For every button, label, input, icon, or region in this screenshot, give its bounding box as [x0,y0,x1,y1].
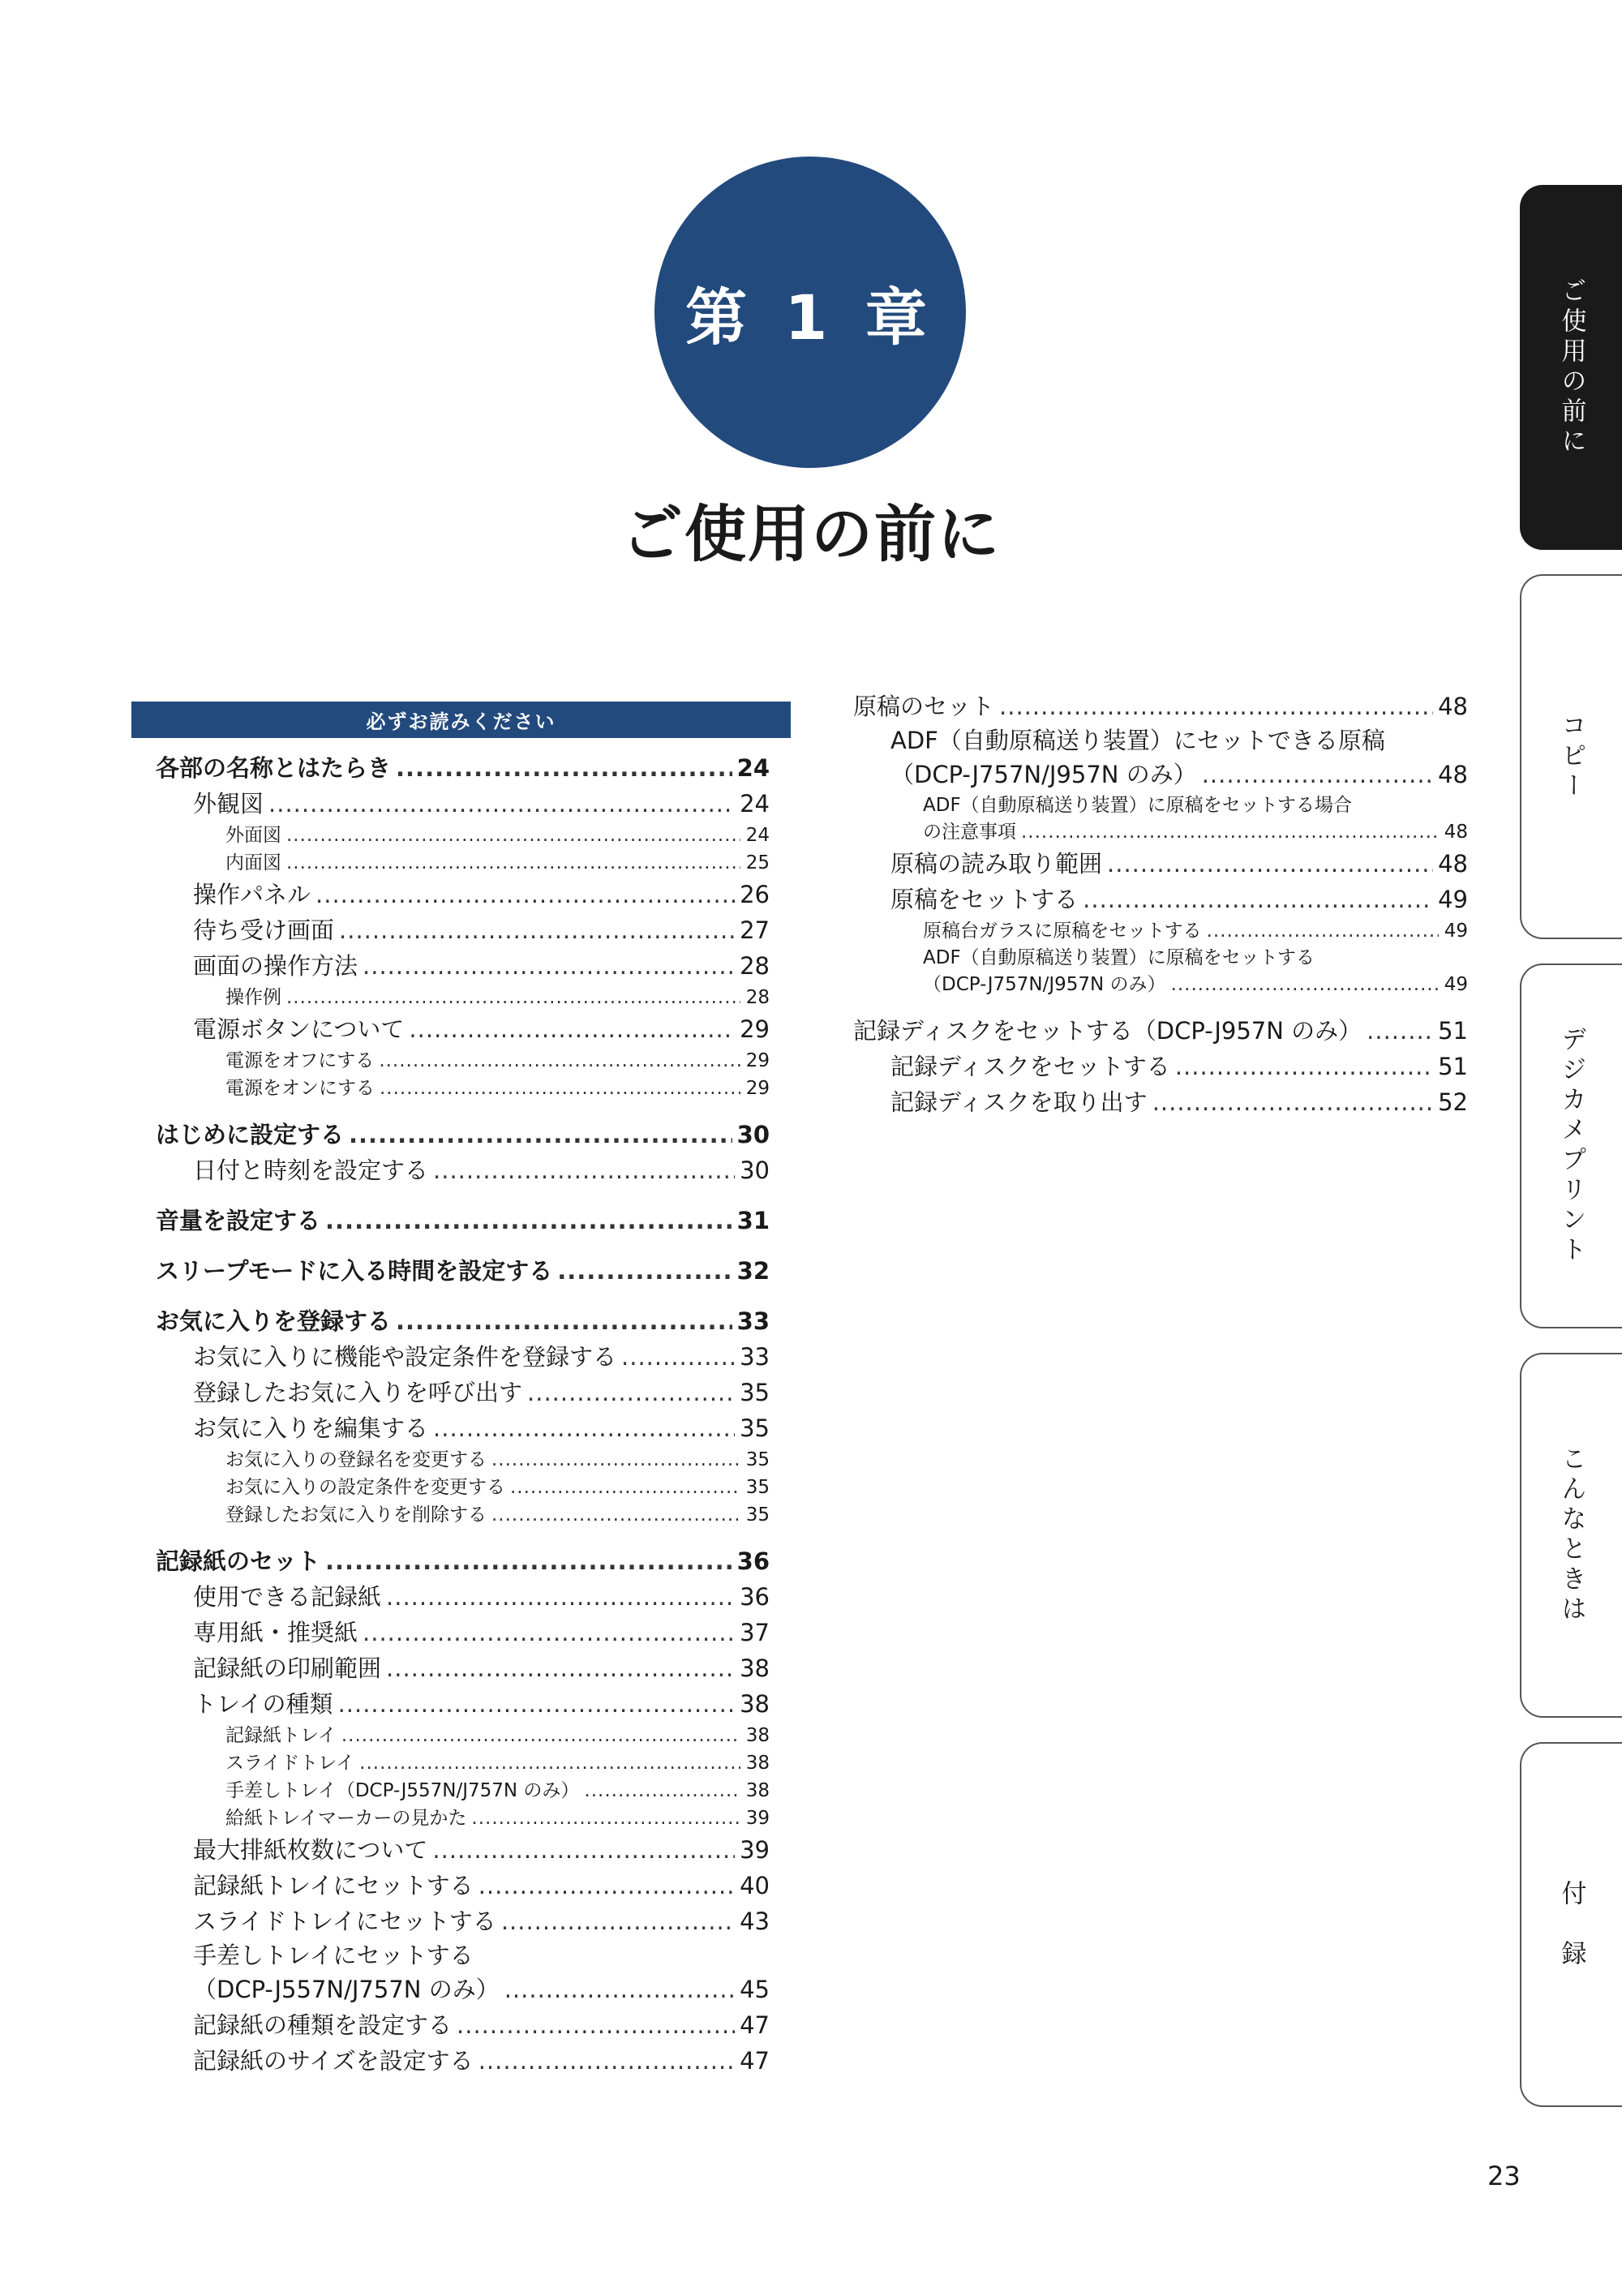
toc-leader-dots [999,689,1433,724]
toc-entry[interactable] [156,1579,770,1615]
toc-leader-dots [433,1410,735,1446]
chapter-tab-label: こんなときは [1556,1445,1586,1625]
toc-page-number: 33 [736,1307,770,1335]
toc-leader-dots [409,1011,735,1047]
toc-page-number: 30 [736,1121,770,1148]
toc-leader-dots [339,912,735,948]
toc-entry-title: 記録ディスクを取り出す [890,1088,1148,1116]
toc-leader-dots [286,849,740,877]
toc-entry-title: スリープモードに入る時間を設定する [156,1257,553,1285]
toc-entry-title: 原稿台ガラスに原稿をセットする [923,921,1202,942]
toc-entry-heading: 手差しトレイにセットする [193,1942,474,1969]
toc-entry-title: 外観図 [193,790,264,818]
toc-entry[interactable] [156,822,770,849]
toc-entry-title: 操作パネル [193,881,311,908]
toc-entry-title: 原稿のセット [853,693,995,720]
toc-entry-title: 記録紙の種類を設定する [193,2011,453,2039]
toc-leader-dots [1107,846,1433,882]
toc-entry[interactable] [156,1474,770,1501]
toc-leader-dots [286,984,740,1011]
toc-entry-title: 外面図 [225,825,281,846]
toc-entry-title: 音量を設定する [156,1207,321,1234]
toc-entry-title: 原稿の読み取り範囲 [890,850,1103,878]
toc-entry-title: 記録ディスクをセットする（DCP-J957N のみ） [853,1017,1362,1045]
toc-right-column [853,689,1468,1120]
toc-leader-dots [363,1615,735,1650]
toc-entry[interactable] [156,1903,770,1939]
chapter-tab[interactable] [1520,185,1622,550]
toc-page-number: 29 [745,1050,770,1071]
toc-page-number: 36 [736,1547,770,1575]
toc-page-number: 35 [740,1414,770,1442]
toc-entry[interactable] [156,1615,770,1650]
chapter-tab-label: デジカメプリント [1556,1026,1586,1266]
toc-leader-dots [379,1047,740,1075]
toc-entry-title: 各部の名称とはたらき [156,754,392,782]
toc-entry-title: 記録紙トレイにセットする [193,1872,474,1899]
toc-page-number: 38 [740,1654,770,1682]
chapter-tab[interactable] [1520,574,1622,939]
toc-entry-title: お気に入りを登録する [156,1307,392,1335]
toc-entry-title: トレイの種類 [193,1690,333,1718]
toc-page-number: 49 [1438,886,1468,913]
toc-entry[interactable] [156,1722,770,1749]
toc-entry-title: 最大排紙枚数について [193,1836,428,1864]
toc-page-number: 47 [740,2047,770,2075]
toc-entry[interactable] [156,1650,770,1686]
toc-leader-dots [338,1686,736,1722]
toc-entry[interactable] [156,877,770,912]
toc-page-number: 52 [1438,1088,1468,1116]
toc-leader-dots [501,1903,735,1939]
toc-entry-title: はじめに設定する [156,1121,345,1148]
toc-page-number: 35 [740,1379,770,1406]
toc-entry-title: （DCP-J757N/J957N のみ） [923,974,1166,995]
toc-page-number: 48 [1438,693,1468,720]
toc-page-number: 35 [745,1449,770,1470]
toc-page-number: 32 [736,1257,770,1285]
toc-leader-dots [584,1777,740,1805]
toc-entry[interactable] [156,1543,770,1579]
toc-page-number: 47 [740,2011,770,2039]
toc-entry[interactable] [853,882,1468,917]
toc-entry-title: 登録したお気に入りを削除する [225,1504,487,1526]
toc-entry-title: 日付と時刻を設定する [193,1157,429,1184]
toc-leader-dots [557,1253,732,1289]
toc-entry[interactable] [156,1117,770,1152]
toc-page-number: 33 [740,1343,770,1371]
toc-entry[interactable] [853,757,1468,792]
toc-entry[interactable] [156,1410,770,1446]
toc-entry-title: スライドトレイ [225,1753,355,1774]
toc-entry[interactable] [156,849,770,877]
toc-entry[interactable] [853,971,1468,998]
toc-page-number: 48 [1438,850,1468,878]
toc-entry-title: 使用できる記録紙 [193,1583,382,1611]
toc-entry-title: お気に入りに機能や設定条件を登録する [193,1343,617,1371]
toc-page-number: 45 [740,1976,770,2003]
toc-page-number: 38 [745,1725,770,1746]
toc-page-number: 26 [740,881,770,908]
toc-leader-dots [621,1339,735,1375]
chapter-title: ご使用の前に [621,498,1001,570]
toc-leader-dots [478,1868,735,1903]
toc-entry[interactable] [853,1049,1468,1084]
toc-leader-dots [341,1722,740,1749]
toc-entry[interactable] [156,1805,770,1832]
toc-leader-dots [478,2043,735,2079]
toc-page-number: 28 [745,987,770,1008]
toc-page-number: 30 [740,1157,770,1184]
toc-entry[interactable] [156,1446,770,1474]
toc-page-number: 39 [745,1808,770,1829]
page-number: 23 [1487,2161,1521,2191]
toc-entry[interactable] [156,1203,770,1238]
toc-entry-title: お気に入りを編集する [193,1414,429,1442]
chapter-number: 第 1 章 [685,281,935,354]
toc-leader-dots [325,1203,732,1238]
must-read-banner: 必ずお読みください [131,702,791,738]
toc-entry[interactable] [156,1972,770,2007]
toc-entry-title: 記録紙の印刷範囲 [193,1654,382,1682]
toc-page-number: 25 [745,852,770,873]
toc-page-number: 48 [1444,822,1468,843]
toc-page-number: 29 [745,1078,770,1099]
toc-entry[interactable] [156,1011,770,1047]
toc-leader-dots [1083,882,1433,917]
toc-leader-dots [432,1832,735,1868]
toc-leader-dots [1175,1049,1433,1084]
toc-entry[interactable] [156,1832,770,1868]
toc-entry[interactable] [156,1152,770,1188]
toc-page-number: 35 [745,1504,770,1526]
toc-page-number: 49 [1444,921,1468,942]
toc-entry-title: 記録紙トレイ [225,1725,337,1746]
toc-entry-title: 登録したお気に入りを呼び出す [193,1379,523,1406]
toc-leader-dots [359,1749,740,1777]
toc-entry[interactable] [156,984,770,1011]
toc-page-number: 31 [736,1207,770,1234]
toc-leader-dots [363,948,735,984]
toc-entry-title: 記録紙のセット [156,1547,321,1575]
toc-entry[interactable] [156,1047,770,1075]
toc-leader-dots [315,877,735,912]
toc-page-number: 38 [745,1780,770,1801]
toc-entry-heading: ADF（自動原稿送り装置）に原稿をセットする [923,947,1315,968]
chapter-tab[interactable] [1520,1742,1622,2107]
toc-page-number: 38 [740,1690,770,1718]
toc-leader-dots [349,1117,732,1152]
toc-entry-title: 操作例 [225,987,281,1008]
toc-entry-title: 電源をオンにする [225,1078,375,1099]
toc-entry[interactable] [156,1749,770,1777]
toc-entry-title: 原稿をセットする [890,886,1079,913]
toc-leader-dots [1202,757,1433,792]
chapter-badge [654,157,966,468]
toc-page-number: 24 [745,825,770,846]
toc-entry[interactable] [853,1013,1468,1049]
toc-leader-dots [433,1152,735,1188]
toc-leader-dots [396,750,732,786]
toc-page-number: 39 [740,1836,770,1864]
toc-leader-dots [1207,917,1439,945]
toc-entry[interactable] [156,1777,770,1805]
toc-entry-title: スライドトレイにセットする [193,1908,496,1935]
toc-entry[interactable] [156,1501,770,1529]
toc-entry[interactable] [853,917,1468,945]
toc-page-number: 24 [736,754,770,782]
toc-entry-title: 手差しトレイ（DCP-J557N/J757N のみ） [225,1780,580,1801]
toc-leader-dots [1152,1084,1433,1120]
toc-entry-title: 内面図 [225,852,281,873]
toc-entry-title: 電源ボタンについて [193,1015,405,1043]
toc-page-number: 49 [1444,974,1468,995]
toc-entry[interactable] [853,689,1468,724]
toc-leader-dots [471,1805,740,1832]
toc-entry[interactable] [156,1375,770,1410]
toc-entry-title: （DCP-J557N/J757N のみ） [193,1976,500,2003]
toc-leader-dots [396,1303,732,1339]
toc-leader-dots [491,1501,740,1529]
toc-left-column [156,750,770,2079]
toc-page-number: 48 [1438,761,1468,788]
toc-entry-title: 記録紙のサイズを設定する [193,2047,474,2075]
toc-leader-dots [510,1474,740,1501]
chapter-tab[interactable] [1520,963,1622,1328]
toc-leader-dots [1021,818,1439,846]
toc-entry[interactable] [156,750,770,786]
toc-entry-title: の注意事項 [923,822,1016,843]
toc-leader-dots [504,1972,735,2007]
toc-entry-title: 待ち受け画面 [193,916,335,944]
toc-page-number: 43 [740,1908,770,1935]
toc-leader-dots [286,822,740,849]
toc-leader-dots [380,1075,740,1102]
toc-page-number: 27 [740,916,770,944]
chapter-tab-label: ご使用の前に [1556,277,1586,457]
toc-entry-title: 画面の操作方法 [193,952,358,980]
toc-page-number: 51 [1438,1017,1468,1045]
toc-entry[interactable] [156,1686,770,1722]
toc-page-number: 29 [740,1015,770,1043]
toc-entry-heading: ADF（自動原稿送り装置）に原稿をセットする場合 [923,795,1352,816]
toc-page-number: 24 [740,790,770,818]
toc-page-number: 40 [740,1872,770,1899]
toc-entry[interactable] [156,912,770,948]
toc-entry[interactable] [156,2043,770,2079]
toc-entry[interactable] [156,1253,770,1289]
toc-leader-dots [386,1579,735,1615]
toc-leader-dots [457,2007,735,2043]
toc-entry-title: 記録ディスクをセットする [890,1053,1170,1080]
toc-entry-title: お気に入りの設定条件を変更する [225,1477,505,1498]
toc-leader-dots [1367,1013,1433,1049]
toc-entry-title: （DCP-J757N/J957N のみ） [890,761,1197,788]
toc-leader-dots [527,1375,735,1410]
toc-leader-dots [325,1543,732,1579]
toc-leader-dots [386,1650,735,1686]
toc-entry[interactable] [156,1075,770,1102]
toc-entry[interactable] [156,1303,770,1339]
toc-page-number: 35 [745,1477,770,1498]
chapter-index-tabs [1520,0,1622,2296]
toc-leader-dots [491,1446,740,1474]
chapter-tab-label: コピー [1556,711,1586,802]
toc-entry[interactable] [853,818,1468,846]
toc-entry-title: 給紙トレイマーカーの見かた [225,1808,467,1829]
toc-entry[interactable] [156,1339,770,1375]
toc-page-number: 36 [740,1583,770,1611]
toc-entry-title: お気に入りの登録名を変更する [225,1449,487,1470]
toc-entry[interactable] [156,786,770,822]
toc-entry[interactable] [156,2007,770,2043]
toc-page-number: 37 [740,1619,770,1646]
chapter-tab-label: 付 録 [1556,1879,1586,1970]
toc-page-number: 51 [1438,1053,1468,1080]
toc-entry-title: 電源をオフにする [225,1050,375,1071]
toc-page-number: 28 [740,952,770,980]
toc-entry[interactable] [853,1084,1468,1120]
toc-entry[interactable] [156,1868,770,1903]
toc-entry-heading: ADF（自動原稿送り装置）にセットできる原稿 [890,727,1385,754]
toc-leader-dots [1171,971,1439,998]
toc-page-number: 38 [745,1753,770,1774]
toc-leader-dots [268,786,735,822]
chapter-tab[interactable] [1520,1353,1622,1718]
toc-entry-title: 専用紙・推奨紙 [193,1619,358,1646]
toc-entry[interactable] [853,846,1468,882]
toc-entry[interactable] [156,948,770,984]
